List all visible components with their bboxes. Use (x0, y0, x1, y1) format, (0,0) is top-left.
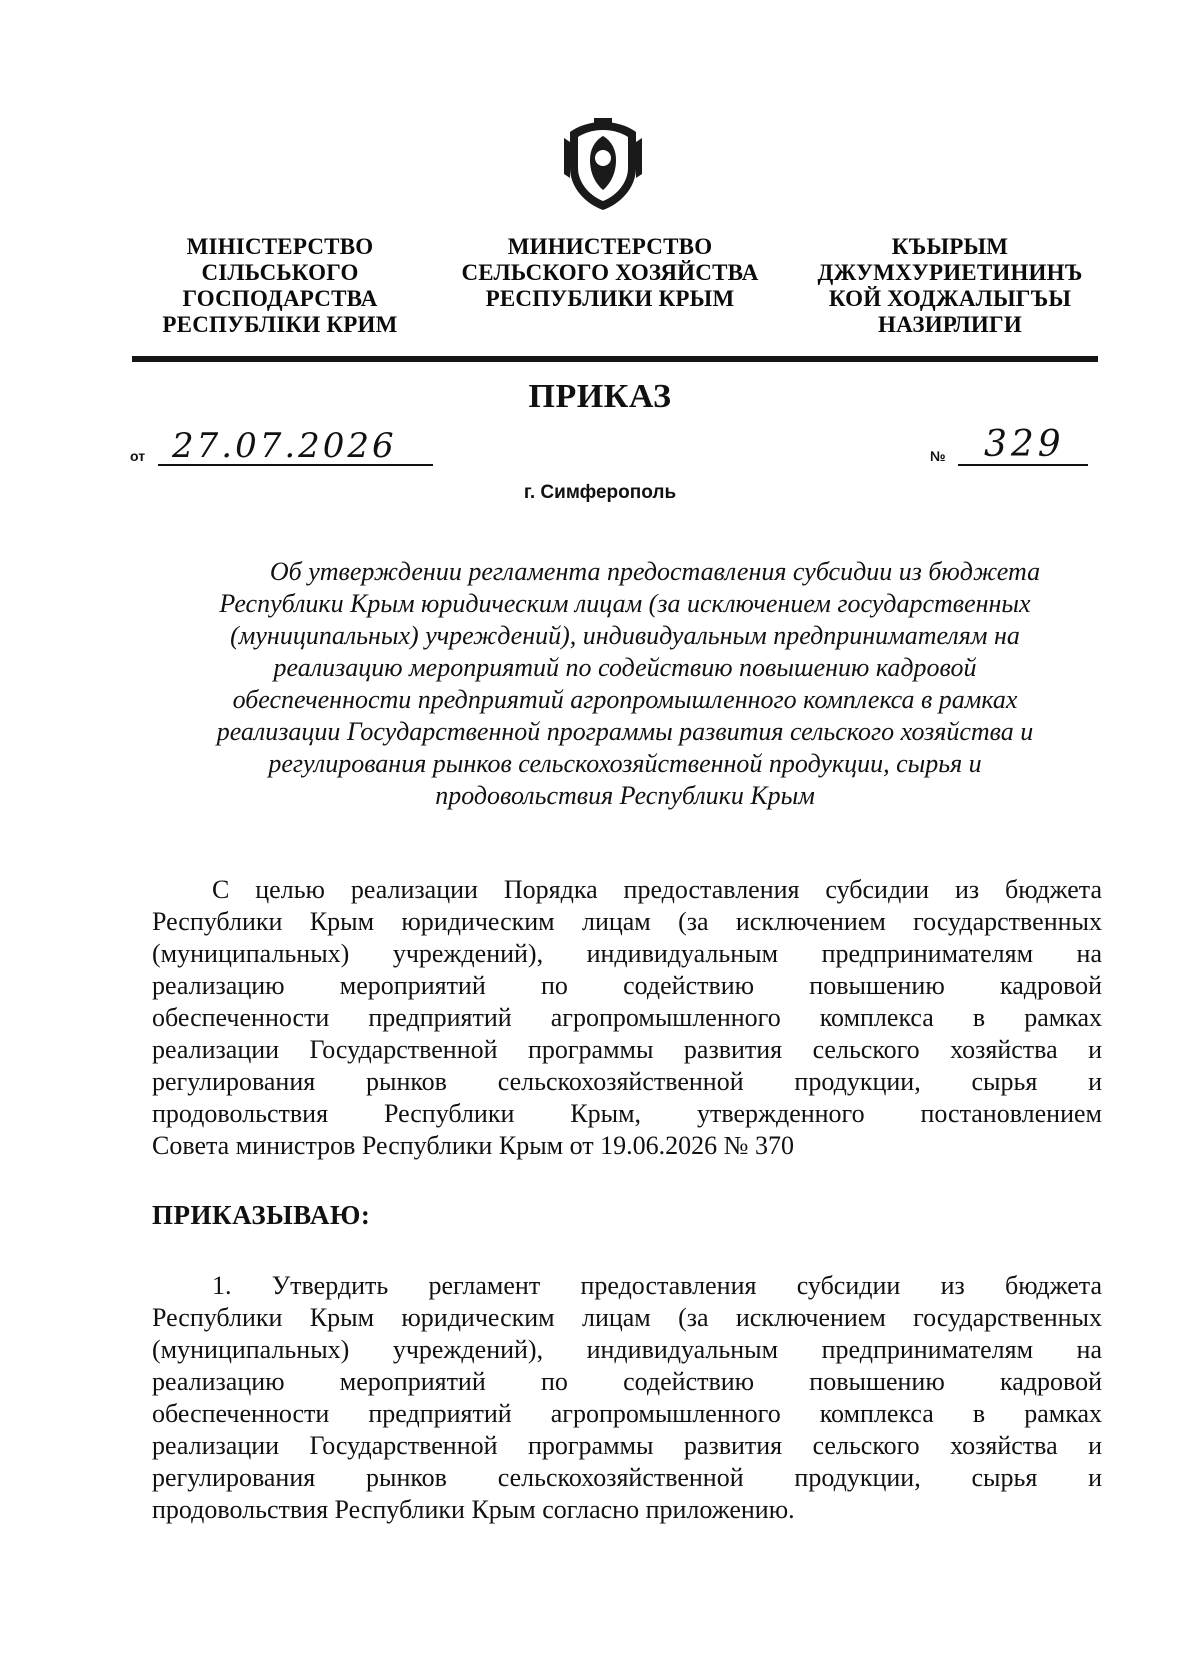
order-item-1 (152, 1270, 1102, 1526)
header-line: КЪЫРЫМ (891, 234, 1009, 259)
header-line: СЕЛЬСКОГО ХОЗЯЙСТВА (461, 260, 759, 285)
subject-line: регулирования рынков сельскохозяйственной продукции, сырья и (268, 749, 982, 778)
order-directive: ПРИКАЗЫВАЮ: (152, 1200, 371, 1230)
ministry-name-crimean-tatar (800, 234, 1100, 338)
paragraph-line: регулирования рынков сельскохозяйственной продукции, сырья и (152, 1067, 1102, 1096)
paragraph-line: Республики Крым юридическим лицам (за исключением государственных (152, 1303, 1102, 1332)
paragraph-line: продовольствия Республики Крым, утвержденного постановлением (152, 1099, 1102, 1128)
paragraph-line: регулирования рынков сельскохозяйственной продукции, сырья и (152, 1463, 1102, 1492)
ministry-name-ukrainian (150, 234, 410, 338)
document-title: ПРИКАЗ (528, 378, 672, 415)
paragraph-line: С целью реализации Порядка предоставления субсидии из бюджета (212, 875, 1102, 904)
subject-line: Республики Крым юридическим лицам (за исключением государственных (219, 589, 1031, 618)
header-line: НАЗИРЛИГИ (878, 312, 1022, 337)
paragraph-line: обеспеченности предприятий агропромышленного комплекса в рамках (152, 1399, 1102, 1428)
subject-line: продовольствия Республики Крым (435, 781, 815, 810)
document-subject (160, 556, 1090, 812)
paragraph-line: (муниципальных) учреждений), индивидуальным предпринимателям на (152, 939, 1102, 968)
document-number: 329 (984, 424, 1065, 465)
header-line: СІЛЬСЬКОГО (201, 260, 359, 285)
coat-of-arms-icon (560, 118, 646, 214)
paragraph-line: Республики Крым юридическим лицам (за исключением государственных (152, 907, 1102, 936)
paragraph-line: реализации Государственной программы развития сельского хозяйства и (152, 1431, 1102, 1460)
ministry-name-russian (450, 234, 770, 312)
intro-paragraph (152, 874, 1102, 1162)
paragraph-line: обеспеченности предприятий агропромышленного комплекса в рамках (152, 1003, 1102, 1032)
date-prefix: от (130, 448, 146, 464)
header-divider (132, 356, 1098, 362)
paragraph-line: Совета министров Республики Крым от 19.06.2026 № 370 (152, 1131, 794, 1160)
city-name: г. Симферополь (523, 482, 677, 503)
header-line: МІНІСТЕРСТВО (186, 234, 374, 259)
subject-line: обеспеченности предприятий агропромышленного комплекса в рамках (232, 685, 1018, 714)
subject-line: Об утверждении регламента предоставления субсидии из бюджета (269, 557, 1041, 586)
header-line: КОЙ ХОДЖАЛЫГЪЫ (828, 286, 1072, 311)
paragraph-line: продовольствия Республики Крым согласно приложению. (152, 1495, 795, 1524)
paragraph-line: реализации Государственной программы развития сельского хозяйства и (152, 1035, 1102, 1064)
subject-line: реализацию мероприятий по содействию повышению кадровой (273, 653, 977, 682)
number-prefix: № (930, 448, 946, 464)
paragraph-line: 1. Утвердить регламент предоставления субсидии из бюджета (212, 1271, 1102, 1300)
paragraph-line: (муниципальных) учреждений), индивидуальным предпринимателям на (152, 1335, 1102, 1364)
header-line: РЕСПУБЛИКИ КРЫМ (485, 286, 735, 311)
header-line: ГОСПОДАРСТВА (182, 286, 378, 311)
header-line: ДЖУМХУРИЕТИНИНЪ (817, 260, 1083, 285)
paragraph-line: реализацию мероприятий по содействию повышению кадровой (152, 971, 1102, 1000)
subject-line: реализации Государственной программы развития сельского хозяйства и (216, 717, 1034, 746)
subject-line: (муниципальных) учреждений), индивидуальным предпринимателям на (230, 621, 1020, 650)
paragraph-line: реализацию мероприятий по содействию повышению кадровой (152, 1367, 1102, 1396)
header-line: РЕСПУБЛІКИ КРИМ (162, 312, 398, 337)
document-date: 27.07.2026 (172, 426, 397, 466)
header-line: МИНИСТЕРСТВО (507, 234, 713, 259)
